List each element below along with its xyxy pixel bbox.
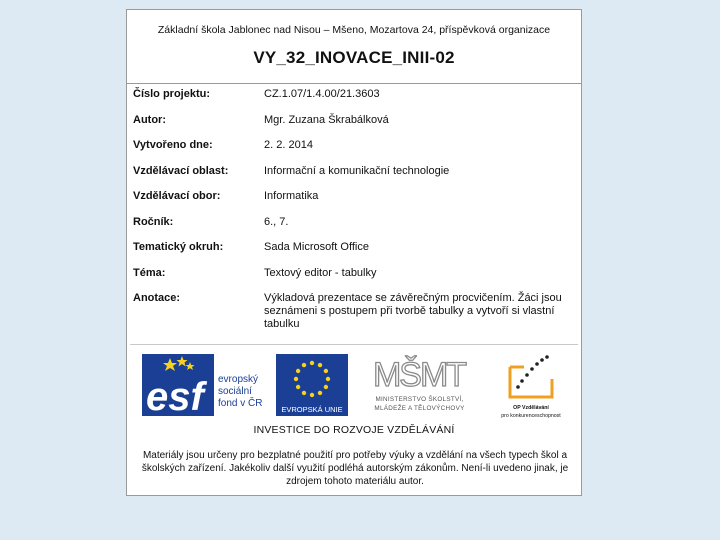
meta-label: Tematický okruh: [133, 241, 224, 253]
op-logo [490, 353, 572, 419]
esf-line-3: fond v ČR [218, 398, 263, 409]
material-code: VY_32_INOVACE_INII-02 [253, 48, 455, 67]
meta-row-area [133, 165, 577, 191]
meta-row-created [133, 139, 577, 165]
msmt-mark-icon [362, 350, 477, 394]
meta-label: Anotace: [133, 292, 181, 304]
msmt-line-2: MLÁDEŽE A TĚLOVÝCHOVY [374, 405, 465, 412]
eu-logo [276, 354, 348, 416]
meta-row-grade [133, 216, 577, 242]
esf-mark-icon [142, 354, 267, 416]
meta-value: Výkladová prezentace se závěrečným procvičením. Žáci jsou seznámeni s postupem při tvorbě tabulky a vytvoří si vlastní tabulku [264, 292, 562, 330]
meta-value: Sada Microsoft Office [264, 241, 369, 253]
meta-value: Informační a komunikační technologie [264, 164, 450, 177]
esf-line-1: evropský [218, 374, 259, 385]
meta-row-author [133, 114, 577, 140]
esf-wordmark: esf [146, 375, 204, 416]
meta-value: Informatika [264, 190, 319, 202]
meta-label: Vzdělávací oblast: [133, 164, 229, 177]
meta-label: Číslo projektu: [133, 88, 211, 100]
meta-label: Vzdělávací obor: [133, 190, 221, 202]
meta-value: Mgr. Zuzana Škrabálková [264, 113, 389, 126]
school-name: Základní škola Jablonec nad Nisou – Mšeno, Mozartova 24, příspěvková organizace [157, 24, 551, 36]
meta-value: 2. 2. 2014 [264, 139, 313, 151]
meta-row-topic [133, 267, 577, 293]
eu-caption: EVROPSKÁ UNIE [281, 405, 343, 414]
eu-caption-bar [276, 404, 348, 416]
meta-value: Textový editor - tabulky [264, 266, 377, 279]
meta-label: Ročník: [133, 215, 174, 228]
esf-line-2: sociální [218, 386, 252, 397]
metadata-table [133, 88, 577, 334]
esf-logo [142, 354, 267, 416]
meta-value: 6., 7. [264, 215, 289, 228]
document-header [127, 10, 581, 84]
usage-note: Materiály jsou určeny pro bezplatné použití pro potřeby výuky a vzdělání na všech typech škol a školských zařízení. Jakékoliv další využití podléhá autorským zákonům. Není-li uvedeno jinak, je zdrojem tohoto materiálu autor. [141, 450, 569, 487]
meta-value: CZ.1.07/1.4.00/21.3603 [264, 88, 380, 100]
logo-banner [130, 344, 578, 445]
msmt-wordmark: MŠMT [372, 356, 466, 394]
meta-label: Téma: [133, 266, 166, 279]
meta-label: Autor: [133, 113, 166, 126]
meta-row-field [133, 190, 577, 216]
meta-row-annotation [133, 292, 577, 334]
eu-flag-icon [276, 354, 348, 404]
meta-label: Vytvořeno dne: [133, 139, 213, 151]
investice-caption: INVESTICE DO ROZVOJE VZDĚLÁVÁNÍ [253, 424, 455, 436]
meta-row-project-number [133, 88, 577, 114]
meta-row-topic-area [133, 241, 577, 267]
op-mark-icon [490, 353, 572, 401]
msmt-line-1: MINISTERSTVO ŠKOLSTVÍ, [375, 396, 464, 403]
op-line-1: OP Vzdělávání [513, 405, 549, 411]
msmt-logo [362, 350, 477, 416]
op-line-2: pro konkurenceschopnost [501, 413, 561, 419]
document-sheet [126, 9, 582, 496]
